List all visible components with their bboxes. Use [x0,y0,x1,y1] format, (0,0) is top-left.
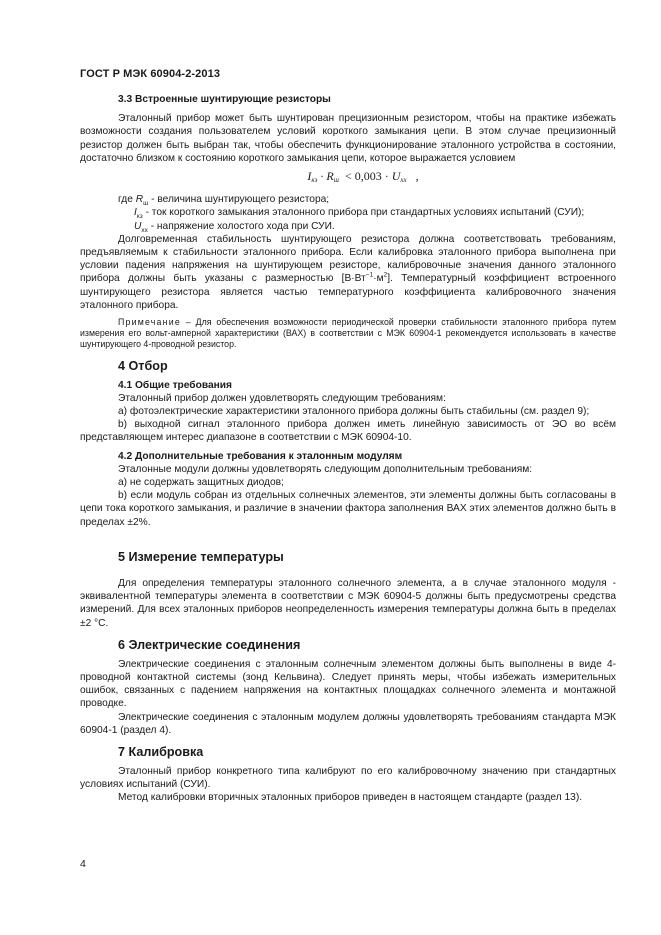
where-prefix: где [118,194,136,206]
where-2-symbol: I [134,207,137,219]
formula-dot: · [320,169,324,184]
document-body [80,93,616,805]
where-line-1 [80,193,616,206]
section-4-2-item-b: b) если модуль собран из отдельных солнечных элементов, эти элементы должны быть согласованы в цепи тока короткого замыкания, и различие в значении фактора заполнения ВАХ этих элементов должно быть в пределах ±2%. [80,490,616,528]
section-3-3-note [80,317,616,351]
where-2-text: - ток короткого замыкания эталонного прибора при стандартных условиях испытаний (СУИ); [142,207,585,219]
section-7-paragraph-2: Метод калибровки вторичных эталонных приборов приведен в настоящем стандарте (раздел 13). [118,792,583,804]
section-7-paragraph-1: Эталонный прибор конкретного типа калибруют по его калибровочному значению при стандартных условиях испытаний (СУИ). [80,765,616,791]
where-1-symbol: R [135,194,144,206]
section-3-3-paragraph-1: Эталонный прибор может быть шунтирован прецизионным резистором, чтобы на практике избежать возможности создания пользователем условий короткого замыкания цепи. В этом случае прецизионный резистор должен быть выбран так, чтобы обеспечить функционирование эталонного устройства в состоянии, достаточно близком к состоянию короткого замыкания цепи, которое выражается условием [80,113,616,164]
p2-sup-1: −1 [365,272,374,280]
shunt-condition-formula [110,170,616,187]
p2-mid: ·м [373,273,384,285]
p2-post: ]. Температурный коэффициент встроенного шунтирующего резистора является частью температурного коэффициента калибровочного значения эталонного прибора. [80,273,616,311]
where-3-text: - напряжение холостого хода при СУИ. [147,220,335,232]
formula-i-sub: кз [311,176,318,185]
document-header: ГОСТ Р МЭК 60904-2-2013 [80,68,221,80]
where-line-3 [80,220,616,233]
formula-i: I [307,169,312,184]
section-4-1-title: 4.1 Общие требования [118,379,232,391]
formula-u: U [391,169,401,184]
where-3-sub: хх [141,226,148,234]
where-3-symbol: U [134,220,142,232]
formula-lt: < 0,003 · [344,169,389,184]
p2-pre: Долговременная стабильность шунтирующего резистора должна соответствовать требованиям, предъявляемым к стабильности эталонного прибора. Если калибровка эталонного прибора выполнена при условии падения напряжения на шунтирующем резисторе, калибровочные значения данного эталонного прибора должны быть указаны с размерностью [В·Вт [80,233,616,285]
note-text: – Для обеспечения возможности периодической проверки стабильности эталонного прибора путем измерения его вольт-амперной характеристики (ВАХ) в соответствии с МЭК 60904-1 рекомендуется использовать в качестве шунтирующего 4-проводной резистор. [80,317,616,350]
section-3-3-paragraph-2 [80,233,616,312]
formula-u-sub: хх [400,176,407,185]
formula-r: R [326,169,334,184]
note-label: Примечание [118,317,181,328]
section-4-1-item-a: а) фотоэлектрические характеристики эталонного прибора должны быть стабильны (см. раздел 9); [118,406,590,418]
section-5-title: 5 Измерение температуры [118,549,284,564]
section-3-3-title: 3.3 Встроенные шунтирующие резисторы [118,94,331,105]
p2-sup-2: 2 [383,272,388,280]
page-number: 4 [80,858,86,870]
section-4-1-item-b: b) выходной сигнал эталонного прибора должен иметь линейную зависимость от ЭО во всём представляющем интерес диапазоне в соответствии с МЭК 60904-10. [80,419,616,444]
section-6-title: 6 Электрические соединения [118,637,301,652]
formula-end: , [415,169,419,184]
section-7-title: 7 Калибровка [118,744,204,759]
where-line-2 [80,206,616,219]
section-4-2-item-a: а) не содержать защитных диодов; [118,477,284,489]
where-1-text: - величина шунтирующего резистора; [148,194,330,206]
section-4-title: 4 Отбор [118,358,168,373]
section-4-1-paragraph: Эталонный прибор должен удовлетворять следующим требованиям: [118,392,446,404]
section-6-paragraph-2: Электрические соединения с эталонным модулем должны удовлетворять требованиям стандарта МЭК 60904-1 (раздел 4). [80,711,616,736]
section-4-2-paragraph: Эталонные модули должны удовлетворять следующим дополнительным требованиям: [118,463,533,475]
section-6-paragraph-1: Электрические соединения с эталонным солнечным элементом должны быть выполнены в виде 4-проводной контактной системы (зонд Кельвина). Следует принять меры, чтобы избежать измерительных ошибок, связанных с падением напряжения на контактных площадках солнечного элемента и монтажной проводке. [80,658,616,710]
where-1-sub: ш [143,200,149,208]
section-5-paragraph: Для определения температуры эталонного солнечного элемента, а в случае эталонного модуля - эквивалентной температуры элемента в соответствии с МЭК 60904-5 должны быть предусмотрены средства измерений. Для всех эталонных приборов неопределенность измерения температуры должна быть в пределах ±2 °С. [80,577,616,629]
formula-r-sub: ш [333,176,339,185]
where-2-sub: кз [136,213,143,221]
section-4-2-title: 4.2 Дополнительные требования к эталонным модулям [118,450,403,462]
